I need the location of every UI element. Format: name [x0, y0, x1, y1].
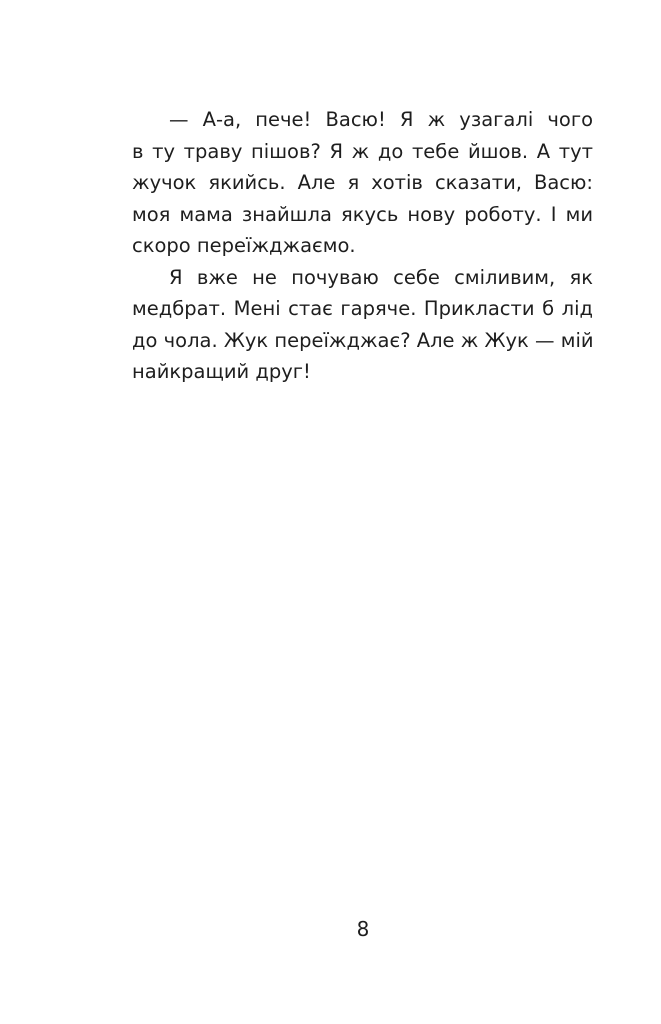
book-page-text [132, 104, 593, 388]
paragraph-line: моя мама знайшла якусь нову роботу. І ми [132, 202, 593, 226]
paragraph-line: Я вже не почуваю себе сміливим, як [169, 265, 593, 289]
paragraph-line: в ту траву пішов? Я ж до тебе йшов. А тут [132, 139, 593, 163]
paragraph-line: — А-а, пече! Васю! Я ж узагалі чого [169, 108, 593, 131]
paragraph-line: до чола. Жук переїжджає? Але ж Жук — мій [132, 328, 594, 352]
page-number: 8 [356, 917, 370, 941]
paragraph-2 [132, 262, 593, 388]
paragraph-line: найкращий друг! [132, 360, 311, 383]
paragraph-line: медбрат. Мені стає гаряче. Прикласти б лід [132, 297, 593, 320]
paragraph-1 [132, 104, 593, 262]
paragraph-line: жучок якийсь. Але я хотів сказати, Васю: [132, 171, 593, 194]
paragraph-line: скоро переїжджаємо. [132, 234, 356, 257]
